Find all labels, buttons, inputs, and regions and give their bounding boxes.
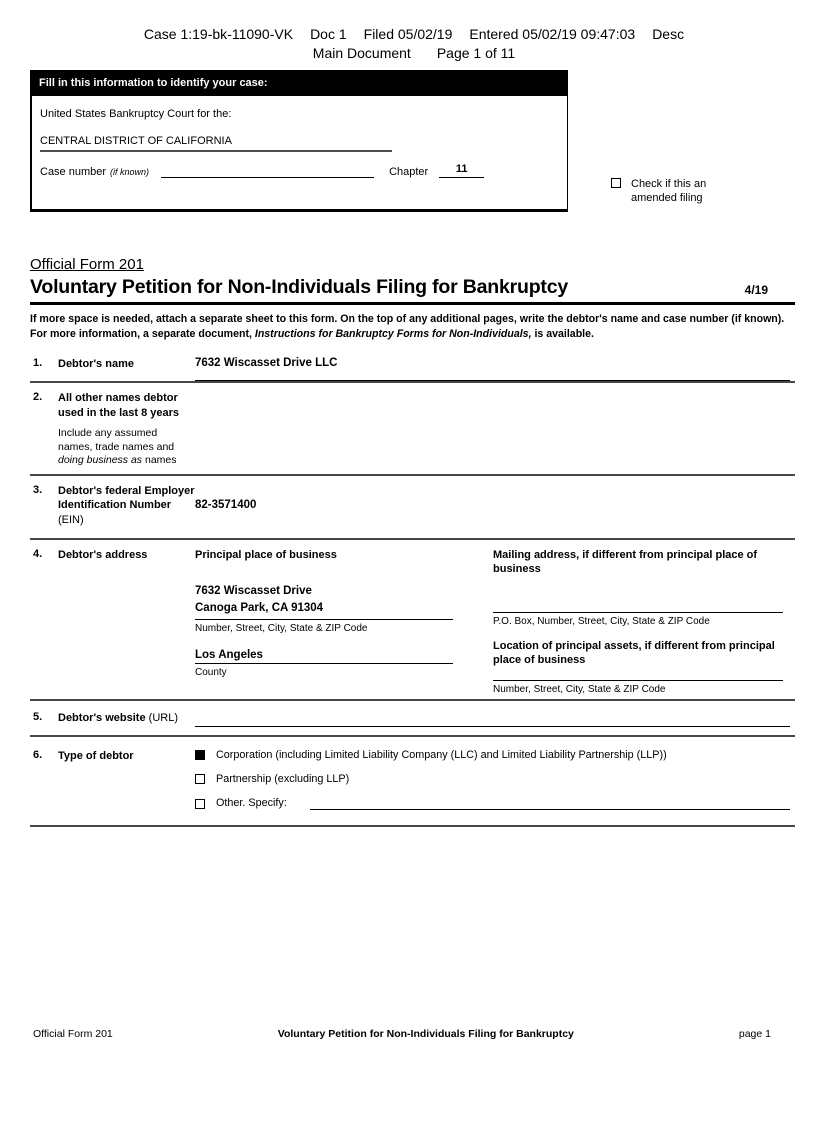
option-partnership[interactable] [195, 773, 795, 785]
ein-field[interactable]: 82-3571400 [195, 498, 257, 511]
principal-address-line1: 7632 Wiscasset Drive [195, 585, 312, 598]
ecf-header-line2 [0, 44, 828, 63]
footer-page-number: page 1 [738, 1028, 771, 1040]
form-title: Voluntary Petition for Non-Individuals Filing for Bankruptcy [30, 276, 568, 298]
form-version: 4/19 [744, 283, 768, 297]
footer-form-title: Voluntary Petition for Non-Individuals Filing for Bankruptcy [277, 1028, 574, 1040]
other-names-note-after: names [142, 454, 177, 467]
case-number-input[interactable] [161, 163, 374, 178]
amended-filing-label-line1: Check if this an [631, 178, 707, 190]
amended-filing-checkbox[interactable] [611, 178, 621, 188]
item-debtor-address [30, 540, 795, 701]
form-instructions [30, 312, 795, 342]
principal-place-column [195, 548, 483, 699]
ein-label-bold: Debtor's federal Employer Identification Number [58, 484, 195, 512]
principal-assets-heading: Location of principal assets, if different from principal place of business [493, 639, 775, 666]
amended-filing-option[interactable] [611, 177, 706, 205]
form-title-block [30, 256, 795, 342]
item-number: 4. [33, 547, 43, 560]
entered-date-text: Entered 05/02/19 09:47:03 [469, 26, 636, 42]
chapter-input[interactable]: 11 [439, 163, 484, 178]
county-field[interactable]: Los Angeles [195, 649, 453, 664]
form-title-row [30, 276, 795, 305]
other-checkbox[interactable] [195, 799, 205, 809]
form-instructions-line2-before: For more information, a separate document, [30, 328, 255, 341]
page-footer [33, 1028, 771, 1040]
type-of-debtor-options [195, 749, 795, 825]
case-number-text: Case 1:19-bk-11090-VK [143, 26, 294, 42]
website-field[interactable] [195, 711, 790, 727]
item-type-of-debtor [30, 737, 795, 827]
item-debtor-website [30, 701, 795, 737]
case-box-banner: Fill in this information to identify your case: [32, 71, 567, 96]
case-number-label: Case number [40, 166, 107, 178]
other-names-field[interactable] [195, 391, 795, 468]
principal-address-line2: Canoga Park, CA 91304 [195, 601, 324, 614]
case-number-hint: (if known) [110, 167, 150, 177]
debtor-name-field[interactable]: 7632 Wiscasset Drive LLC [195, 357, 790, 381]
chapter-label: Chapter [389, 166, 429, 178]
desc-text: Desc [652, 26, 685, 42]
form-instructions-line2-italic: Instructions for Bankruptcy Forms for Non-Individuals, [254, 328, 532, 341]
other-names-note [58, 427, 190, 468]
form-items [30, 350, 795, 827]
ecf-header [0, 25, 828, 63]
form-id: Official Form 201 [30, 256, 144, 273]
filed-date-text: Filed 05/02/19 [363, 26, 453, 42]
doc-number-text: Doc 1 [310, 26, 347, 42]
principal-assets-caption: Number, Street, City, State & ZIP Code [493, 684, 666, 696]
partnership-checkbox[interactable] [195, 774, 205, 784]
website-label-suffix: (URL) [145, 711, 178, 724]
debtor-name-label: Debtor's name [58, 358, 134, 370]
form-instructions-line1: If more space is needed, attach a separate sheet to this form. On the top of any additional pages, write the debtor's name and case number (if known). [30, 313, 785, 325]
corporation-label: Corporation (including Limited Liability Company (LLC) and Limited Liability Partnership (LLP)) [216, 748, 667, 761]
mailing-address-caption: P.O. Box, Number, Street, City, State & ZIP Code [493, 615, 710, 627]
district-name: CENTRAL DISTRICT OF CALIFORNIA [40, 135, 392, 152]
mailing-address-column [493, 548, 795, 699]
mailing-address-heading: Mailing address, if different from principal place of business [493, 548, 758, 576]
ein-label [58, 484, 195, 532]
website-label-bold: Debtor's website [58, 711, 146, 724]
main-document-text: Main Document [312, 45, 411, 61]
other-names-note-before: Include any assumed names, trade names and [58, 427, 175, 453]
other-label: Other. Specify: [216, 797, 287, 810]
other-names-label: All other names debtor used in the last 8 years [58, 392, 180, 419]
website-label [58, 711, 195, 735]
page-count-text: Page 1 of 11 [436, 45, 516, 61]
debtor-address-label: Debtor's address [58, 548, 148, 561]
other-specify-field[interactable] [310, 797, 790, 810]
item-number: 2. [33, 391, 43, 403]
item-other-names [30, 383, 795, 476]
amended-filing-label [631, 177, 706, 205]
case-number-row [40, 163, 559, 178]
case-identification-box [30, 70, 568, 212]
ein-label-suffix: (EIN) [58, 513, 84, 526]
item-number: 6. [33, 748, 43, 761]
footer-form-id: Official Form 201 [33, 1028, 113, 1040]
court-label: United States Bankruptcy Court for the: [40, 108, 232, 120]
corporation-checkbox[interactable] [195, 750, 205, 760]
address-columns [195, 548, 795, 699]
item-number: 3. [33, 483, 43, 496]
principal-address-caption: Number, Street, City, State & ZIP Code [195, 622, 368, 634]
option-other[interactable] [195, 797, 795, 810]
item-debtor-name [30, 350, 795, 383]
principal-address-field[interactable] [195, 583, 453, 619]
principal-assets-field[interactable] [493, 676, 783, 681]
amended-filing-label-line2: amended filing [631, 192, 703, 204]
item-ein [30, 476, 795, 540]
principal-place-heading: Principal place of business [195, 548, 337, 561]
ecf-header-line1 [0, 25, 828, 44]
item-number: 1. [33, 357, 43, 369]
other-names-note-italic: doing business as [58, 454, 143, 467]
option-corporation[interactable] [195, 749, 795, 761]
partnership-label: Partnership (excluding LLP) [216, 772, 350, 785]
form-instructions-line2-after: is available. [531, 328, 594, 341]
county-caption: County [195, 666, 227, 678]
mailing-address-field[interactable] [493, 612, 783, 613]
case-box-body [32, 96, 567, 180]
item-number: 5. [33, 710, 43, 723]
type-of-debtor-label: Type of debtor [58, 749, 134, 762]
